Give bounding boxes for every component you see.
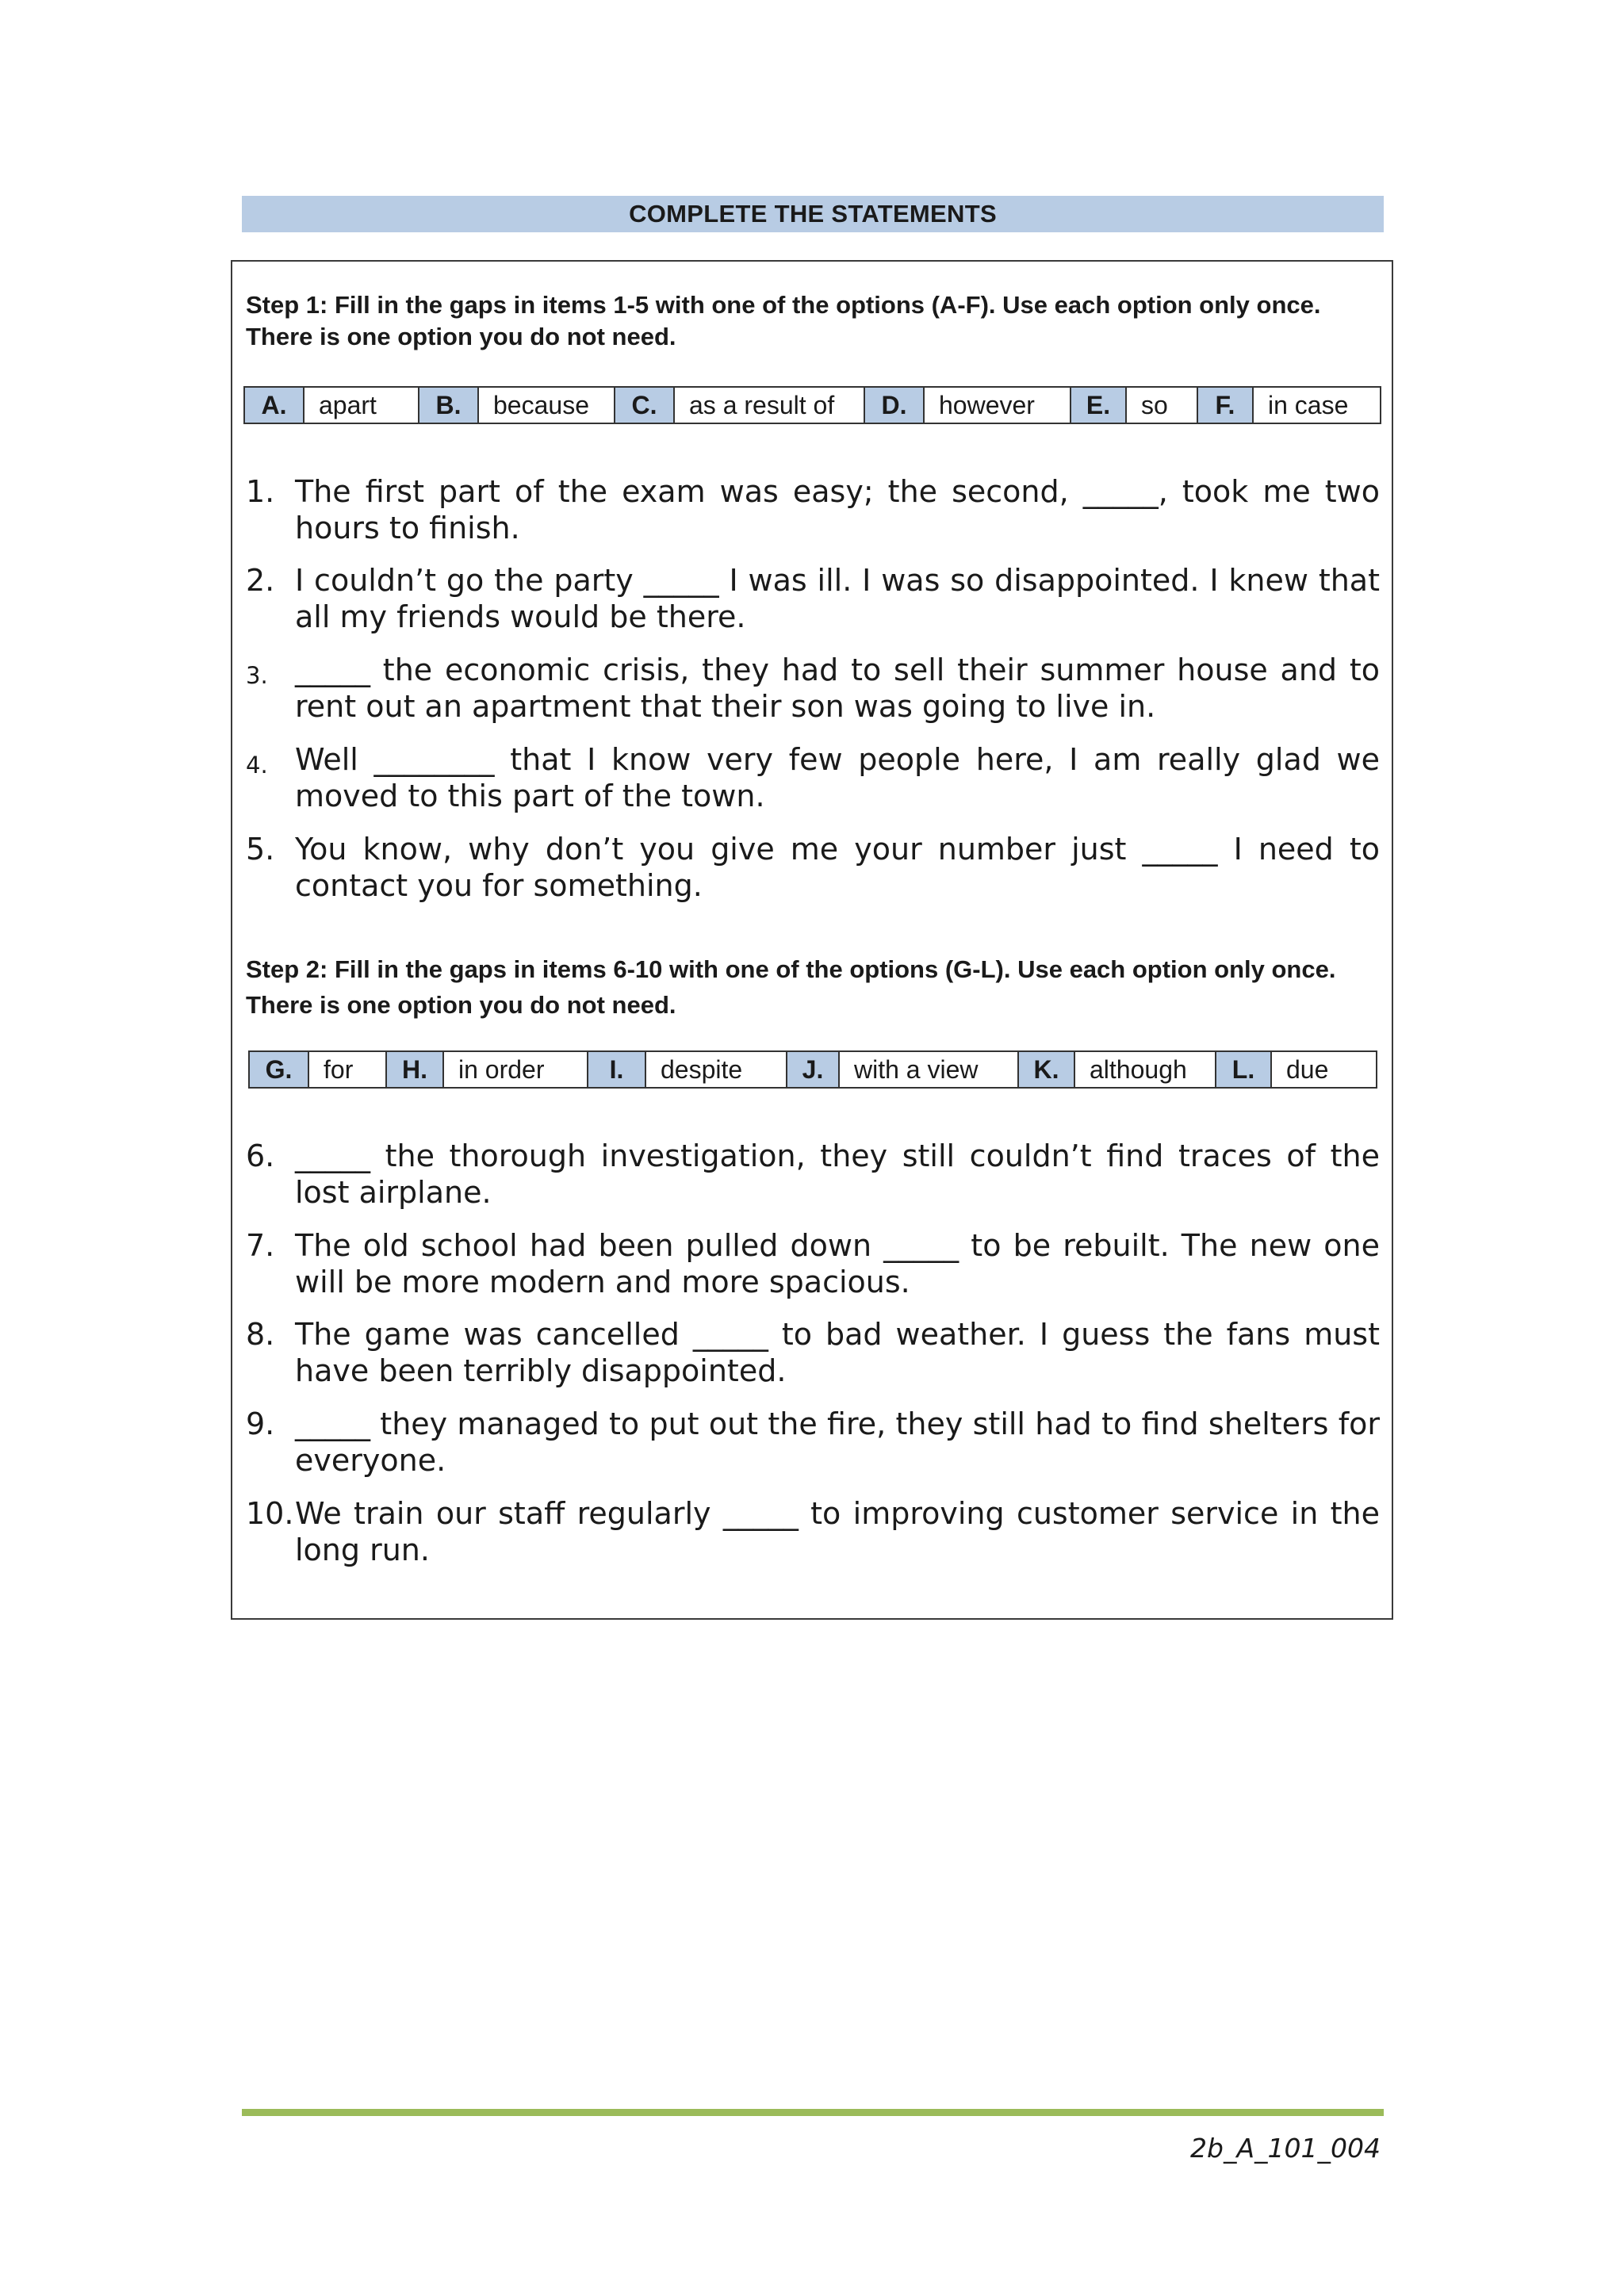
item-text: The first part of the exam was easy; the second, _____, took me two hours to finish. bbox=[295, 474, 1380, 545]
option-text: despite bbox=[645, 1051, 787, 1088]
option-letter: J. bbox=[787, 1051, 839, 1088]
option-text: so bbox=[1126, 387, 1197, 423]
option-letter: D. bbox=[864, 387, 924, 423]
item-number: 6. bbox=[246, 1138, 275, 1173]
option-text: for bbox=[308, 1051, 386, 1088]
step2-instruction: Step 2: Fill in the gaps in items 6-10 with one of the options (G-L). Use each option only once. There is one option you do not need. bbox=[246, 955, 1336, 1019]
option-letter: H. bbox=[386, 1051, 443, 1088]
item-number: 1. bbox=[246, 474, 275, 509]
item-number: 9. bbox=[246, 1406, 275, 1441]
option-text: due bbox=[1271, 1051, 1377, 1088]
item-text: _____ the economic crisis, they had to sell their summer house and to rent out an apartment that their son was going to live in. bbox=[295, 652, 1380, 724]
item-number: 5. bbox=[246, 832, 275, 867]
list-item bbox=[246, 562, 1380, 635]
step1-instruction: Step 1: Fill in the gaps in items 1-5 with one of the options (A-F). Use each option only once. There is one option you do not need. bbox=[246, 291, 1321, 350]
option-letter: K. bbox=[1018, 1051, 1074, 1088]
option-text: in order bbox=[443, 1051, 588, 1088]
option-text: as a result of bbox=[674, 387, 864, 423]
option-text: apart bbox=[304, 387, 419, 423]
item-number: 10. bbox=[246, 1496, 294, 1531]
item-text: _____ they managed to put out the fire, they still had to find shelters for everyone. bbox=[295, 1406, 1380, 1478]
item-text: The game was cancelled _____ to bad weather. I guess the fans must have been terribly disappointed. bbox=[295, 1317, 1380, 1388]
item-text: I couldn’t go the party _____ I was ill. I was so disappointed. I knew that all my friends would be there. bbox=[295, 563, 1380, 634]
option-letter: I. bbox=[588, 1051, 645, 1088]
item-number: 3. bbox=[246, 662, 268, 689]
option-letter: L. bbox=[1216, 1051, 1271, 1088]
item-number: 7. bbox=[246, 1228, 275, 1263]
item-text: You know, why don’t you give me your number just _____ I need to contact you for something. bbox=[295, 832, 1380, 903]
list-item bbox=[246, 1316, 1380, 1389]
option-text: with a view bbox=[839, 1051, 1018, 1088]
item-number: 8. bbox=[246, 1317, 275, 1352]
item-text: Well ________ that I know very few people here, I am really glad we moved to this part of the town. bbox=[295, 742, 1380, 813]
list-item bbox=[246, 1227, 1380, 1300]
list-item bbox=[246, 741, 1380, 814]
list-item bbox=[246, 473, 1380, 546]
document-code: 2b_A_101_004 bbox=[1190, 2133, 1381, 2164]
option-letter: A. bbox=[244, 387, 304, 423]
list-item bbox=[246, 1406, 1380, 1479]
page-title: COMPLETE THE STATEMENTS bbox=[242, 196, 1384, 232]
list-item bbox=[246, 1495, 1380, 1568]
option-letter: C. bbox=[615, 387, 674, 423]
list-item bbox=[246, 831, 1380, 904]
item-number: 2. bbox=[246, 563, 275, 598]
option-text: however bbox=[924, 387, 1071, 423]
list-item bbox=[246, 1138, 1380, 1211]
option-text: although bbox=[1074, 1051, 1216, 1088]
item-text: _____ the thorough investigation, they still couldn’t find traces of the lost airplane. bbox=[295, 1138, 1380, 1210]
list-item bbox=[246, 652, 1380, 725]
option-text: because bbox=[478, 387, 615, 423]
item-number: 4. bbox=[246, 752, 268, 779]
option-letter: G. bbox=[249, 1051, 308, 1088]
options-table-step1 bbox=[243, 386, 1381, 424]
option-letter: B. bbox=[419, 387, 478, 423]
item-text: We train our staff regularly _____ to improving customer service in the long run. bbox=[295, 1496, 1380, 1567]
item-text: The old school had been pulled down _____ to be rebuilt. The new one will be more modern and more spacious. bbox=[295, 1228, 1380, 1299]
option-text: in case bbox=[1253, 387, 1381, 423]
option-letter: F. bbox=[1197, 387, 1253, 423]
footer-divider bbox=[242, 2109, 1384, 2116]
option-letter: E. bbox=[1071, 387, 1126, 423]
options-table-step2 bbox=[248, 1050, 1377, 1089]
